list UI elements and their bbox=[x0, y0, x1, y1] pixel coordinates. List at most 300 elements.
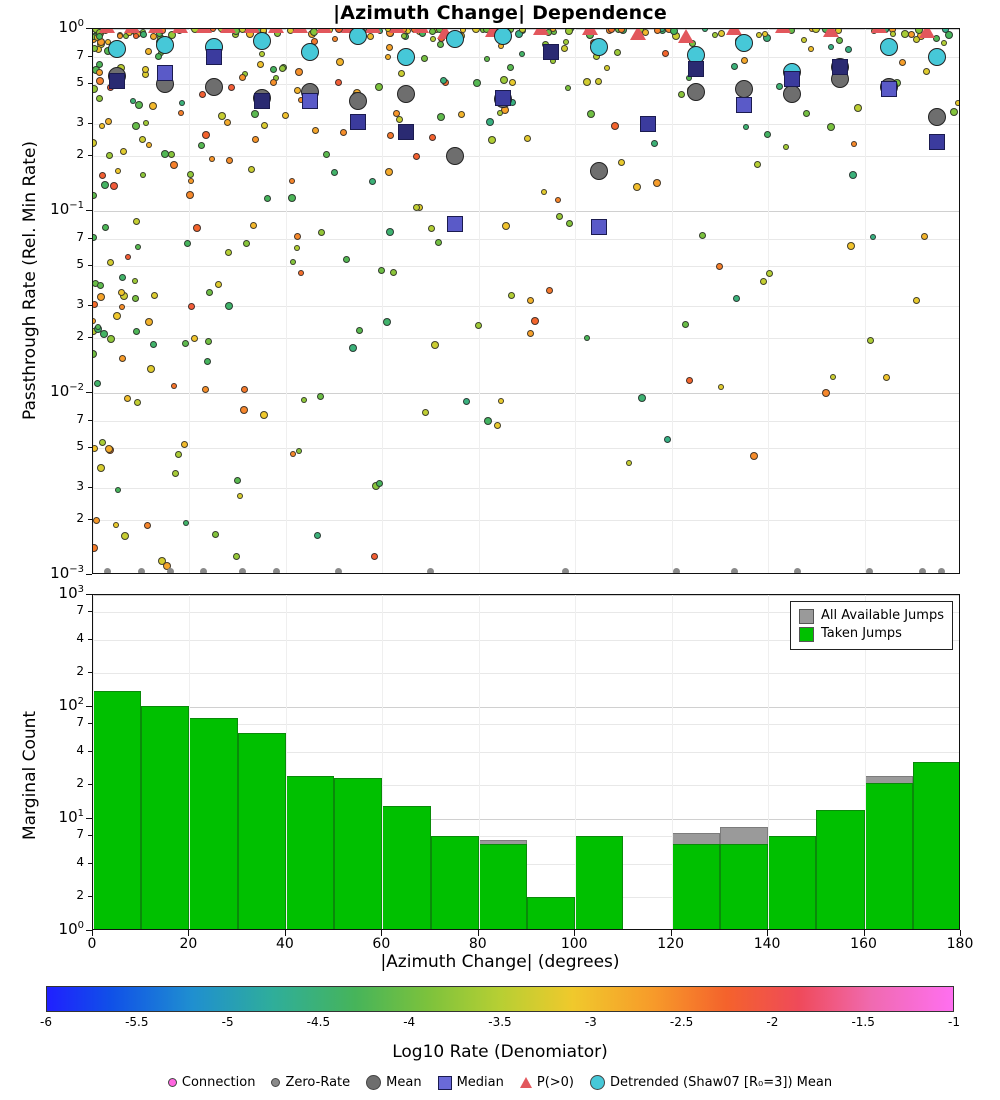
p-gt-zero-marker bbox=[630, 29, 646, 40]
connection-point bbox=[437, 113, 445, 121]
connection-point bbox=[502, 222, 510, 230]
connection-point bbox=[702, 29, 708, 32]
grid-line-minor bbox=[93, 421, 959, 422]
connection-point bbox=[955, 100, 959, 106]
median-marker bbox=[398, 124, 414, 140]
connection-point bbox=[145, 318, 153, 326]
connection-point bbox=[212, 531, 219, 538]
connection-point bbox=[237, 493, 243, 499]
y-tick-label-minor-top: 5 bbox=[76, 74, 84, 89]
grid-line-minor bbox=[93, 488, 959, 489]
connection-point bbox=[421, 55, 428, 62]
connection-point bbox=[93, 192, 97, 199]
x-tick-label: 160 bbox=[850, 936, 877, 952]
connection-point bbox=[294, 87, 301, 94]
y-tick-mark-minor-top bbox=[88, 155, 92, 156]
median-marker bbox=[302, 93, 318, 109]
connection-point bbox=[783, 144, 789, 150]
connection-point bbox=[524, 135, 531, 142]
y-tick-mark-minor-top bbox=[88, 447, 92, 448]
connection-point bbox=[133, 328, 140, 335]
connection-point bbox=[312, 127, 319, 134]
legend-item-taken-jumps bbox=[799, 625, 944, 643]
connection-point bbox=[356, 327, 363, 334]
connection-point bbox=[270, 79, 277, 86]
connection-point bbox=[803, 110, 810, 117]
zero-rate-marker bbox=[138, 568, 145, 573]
legend-marker-triangle bbox=[520, 1077, 532, 1088]
connection-point bbox=[633, 183, 641, 191]
connection-point bbox=[224, 119, 231, 126]
connection-point bbox=[240, 406, 248, 414]
connection-point bbox=[336, 58, 344, 66]
y-tick-label-minor-bottom: 2 bbox=[76, 776, 84, 791]
y-tick-mark-minor-top bbox=[88, 83, 92, 84]
connection-point bbox=[270, 66, 277, 73]
mean-marker bbox=[687, 83, 705, 101]
connection-point bbox=[225, 302, 233, 310]
colorbar-tick-label: -4 bbox=[403, 1015, 416, 1029]
bar-taken-jumps bbox=[93, 691, 141, 929]
connection-point bbox=[144, 522, 151, 529]
connection-point bbox=[565, 85, 571, 91]
connection-point bbox=[187, 171, 194, 178]
connection-point bbox=[260, 411, 268, 419]
y-tick-label-minor-top: 7 bbox=[76, 412, 84, 427]
legend-swatch-green bbox=[799, 627, 814, 642]
x-tick-label: 40 bbox=[275, 936, 294, 952]
connection-point bbox=[563, 39, 569, 45]
connection-point bbox=[115, 487, 121, 493]
p-gt-zero-marker bbox=[871, 29, 887, 33]
grid-line-minor bbox=[93, 673, 959, 674]
y-tick-label-minor-top: 5 bbox=[76, 438, 84, 453]
y-tick-label-bottom: $10^1$ bbox=[58, 808, 84, 826]
connection-point bbox=[143, 120, 149, 126]
mean-marker bbox=[349, 92, 367, 110]
connection-point bbox=[125, 254, 131, 260]
connection-point bbox=[294, 245, 300, 251]
connection-point bbox=[718, 384, 724, 390]
connection-point bbox=[259, 51, 265, 57]
zero-rate-marker bbox=[731, 568, 738, 573]
connection-point bbox=[179, 100, 185, 106]
y-tick-mark-minor-bottom bbox=[88, 784, 92, 785]
y-tick-mark-minor-top bbox=[88, 519, 92, 520]
connection-point bbox=[428, 225, 435, 232]
connection-point bbox=[899, 59, 906, 66]
connection-point bbox=[686, 377, 693, 384]
p-gt-zero-marker bbox=[413, 29, 429, 33]
grid-line-vertical bbox=[382, 595, 383, 929]
y-tick-label-minor-top: 7 bbox=[76, 230, 84, 245]
connection-point bbox=[202, 386, 209, 393]
y-tick-label-minor-top: 3 bbox=[76, 479, 84, 494]
grid-line-vertical bbox=[768, 29, 769, 573]
connection-point bbox=[110, 182, 118, 190]
connection-point bbox=[430, 36, 436, 42]
connection-point bbox=[556, 213, 563, 220]
p-gt-zero-marker bbox=[389, 29, 405, 33]
bar-taken-jumps bbox=[189, 718, 237, 929]
y-tick-mark-minor-bottom bbox=[88, 863, 92, 864]
connection-point bbox=[367, 33, 374, 40]
connection-point bbox=[626, 460, 632, 466]
grid-line-vertical bbox=[286, 595, 287, 929]
y-tick-mark-minor-top bbox=[88, 305, 92, 306]
y-tick-label-minor-bottom: 7 bbox=[76, 603, 84, 618]
connection-point bbox=[124, 395, 131, 402]
y-tick-label-minor-bottom: 7 bbox=[76, 715, 84, 730]
connection-point bbox=[830, 374, 836, 380]
connection-point bbox=[298, 270, 304, 276]
connection-point bbox=[654, 29, 661, 34]
connection-point bbox=[678, 91, 685, 98]
median-marker bbox=[206, 49, 222, 65]
p-gt-zero-marker bbox=[196, 29, 212, 33]
connection-point bbox=[733, 295, 740, 302]
connection-point bbox=[343, 256, 350, 263]
connection-point bbox=[193, 224, 201, 232]
connection-point bbox=[475, 322, 482, 329]
bar-taken-jumps bbox=[286, 776, 334, 929]
connection-point bbox=[171, 383, 177, 389]
connection-point bbox=[531, 317, 539, 325]
connection-point bbox=[140, 172, 146, 178]
median-marker bbox=[543, 44, 559, 60]
connection-point bbox=[170, 161, 178, 169]
mean-marker bbox=[783, 85, 801, 103]
x-tick-mark bbox=[671, 930, 672, 936]
bar-taken-jumps bbox=[816, 810, 864, 929]
connection-point bbox=[248, 166, 255, 173]
connection-point bbox=[651, 140, 658, 147]
connection-point bbox=[120, 148, 127, 155]
grid-line-vertical bbox=[865, 29, 866, 573]
connection-point bbox=[314, 532, 321, 539]
connection-point bbox=[93, 544, 98, 552]
x-tick-mark bbox=[92, 930, 93, 936]
connection-point bbox=[608, 29, 615, 33]
median-marker bbox=[109, 73, 125, 89]
mean-marker bbox=[397, 85, 415, 103]
connection-point bbox=[870, 234, 876, 240]
connection-point bbox=[93, 318, 96, 324]
connection-point bbox=[847, 242, 855, 250]
connection-point bbox=[587, 110, 595, 118]
grid-line-major bbox=[93, 211, 959, 212]
y-tick-mark-bottom bbox=[86, 706, 92, 707]
colorbar-title: Log10 Rate (Denomiator) bbox=[392, 1042, 608, 1062]
connection-point bbox=[923, 68, 930, 75]
connection-point bbox=[133, 33, 139, 39]
connection-point bbox=[93, 350, 97, 358]
median-marker bbox=[929, 134, 945, 150]
x-tick-mark bbox=[478, 930, 479, 936]
grid-line-vertical bbox=[672, 29, 673, 573]
legend-item-detrended-shaw07-r-3-mean bbox=[590, 1075, 832, 1090]
bar-taken-jumps bbox=[720, 844, 768, 929]
y-tick-mark-minor-bottom bbox=[88, 723, 92, 724]
zero-rate-marker bbox=[167, 568, 174, 573]
colorbar-tick-label: -3.5 bbox=[488, 1015, 512, 1029]
legend-marker-dot-large bbox=[366, 1075, 381, 1090]
connection-point bbox=[440, 77, 447, 84]
grid-line-vertical bbox=[768, 595, 769, 929]
bar-taken-jumps bbox=[382, 806, 430, 929]
detrended-mean-marker bbox=[108, 40, 126, 58]
connection-point bbox=[121, 532, 129, 540]
y-tick-mark-minor-top bbox=[88, 238, 92, 239]
connection-point bbox=[760, 278, 767, 285]
grid-line-vertical bbox=[575, 29, 576, 573]
grid-line-minor bbox=[93, 156, 959, 157]
connection-point bbox=[172, 470, 179, 477]
p-gt-zero-marker bbox=[292, 29, 308, 33]
connection-point bbox=[107, 335, 115, 343]
grid-line-minor bbox=[93, 520, 959, 521]
connection-point bbox=[150, 341, 157, 348]
connection-point bbox=[484, 417, 492, 425]
connection-point bbox=[618, 159, 625, 166]
y-tick-mark-minor-bottom bbox=[88, 751, 92, 752]
y-tick-mark-top bbox=[86, 574, 92, 575]
y-tick-label-minor-top: 7 bbox=[76, 48, 84, 63]
legend-marker-square bbox=[438, 1076, 452, 1090]
page-title: |Azimuth Change| Dependence bbox=[333, 2, 667, 24]
connection-point bbox=[135, 244, 141, 250]
bar-taken-jumps bbox=[913, 762, 959, 929]
connection-point bbox=[205, 338, 212, 345]
x-tick-mark bbox=[767, 930, 768, 936]
y-tick-mark-minor-top bbox=[88, 56, 92, 57]
y-tick-label-minor-top: 2 bbox=[76, 511, 84, 526]
connection-point bbox=[913, 297, 920, 304]
connection-point bbox=[225, 249, 232, 256]
connection-point bbox=[132, 278, 138, 284]
connection-point bbox=[332, 36, 338, 42]
x-tick-label: 80 bbox=[468, 936, 487, 952]
connection-point bbox=[233, 553, 240, 560]
x-tick-mark bbox=[381, 930, 382, 936]
connection-point bbox=[318, 229, 325, 236]
y-tick-mark-minor-top bbox=[88, 487, 92, 488]
bar-taken-jumps bbox=[768, 836, 816, 929]
connection-point bbox=[398, 70, 405, 77]
y-tick-mark-bottom bbox=[86, 594, 92, 595]
legend-label-all-available-jumps: All Available Jumps bbox=[821, 608, 944, 623]
grid-line-minor bbox=[93, 266, 959, 267]
connection-point bbox=[766, 270, 773, 277]
legend-item-mean bbox=[366, 1075, 421, 1090]
connection-point bbox=[139, 136, 146, 143]
connection-point bbox=[565, 29, 573, 35]
connection-point bbox=[107, 259, 114, 266]
colorbar-tick-label: -4.5 bbox=[306, 1015, 331, 1029]
p-gt-zero-marker bbox=[582, 29, 598, 35]
y-tick-label-minor-top: 2 bbox=[76, 329, 84, 344]
connection-point bbox=[140, 31, 147, 38]
detrended-mean-marker bbox=[253, 32, 271, 50]
detrended-mean-marker bbox=[590, 38, 608, 56]
median-marker bbox=[254, 93, 270, 109]
y-tick-mark-minor-bottom bbox=[88, 611, 92, 612]
x-tick-label: 0 bbox=[87, 936, 97, 952]
colorbar-tick-label: -6 bbox=[40, 1015, 52, 1029]
mean-marker bbox=[735, 80, 753, 98]
bar-taken-jumps bbox=[238, 733, 286, 929]
legend-marker-dot-large bbox=[590, 1075, 605, 1090]
p-gt-zero-marker bbox=[268, 29, 284, 33]
legend-label: Median bbox=[456, 1075, 504, 1090]
p-gt-zero-marker bbox=[220, 29, 236, 33]
grid-line-vertical bbox=[672, 595, 673, 929]
connection-point bbox=[178, 110, 184, 116]
connection-point bbox=[93, 301, 98, 308]
connection-point bbox=[290, 451, 296, 457]
connection-point bbox=[682, 321, 689, 328]
connection-point bbox=[664, 436, 671, 443]
connection-point bbox=[762, 31, 768, 37]
p-gt-zero-marker bbox=[919, 29, 935, 38]
legend-item-p-0 bbox=[520, 1075, 574, 1090]
connection-point bbox=[473, 79, 481, 87]
connection-point bbox=[99, 439, 106, 446]
connection-point bbox=[413, 204, 420, 211]
connection-point bbox=[168, 151, 175, 158]
connection-point bbox=[93, 445, 98, 452]
connection-point bbox=[119, 304, 125, 310]
connection-point bbox=[102, 224, 109, 231]
grid-line-minor bbox=[93, 306, 959, 307]
connection-point bbox=[296, 448, 302, 454]
connection-point bbox=[527, 330, 534, 337]
bar-taken-jumps bbox=[334, 778, 382, 929]
y-tick-mark-bottom bbox=[86, 818, 92, 819]
connection-point bbox=[541, 189, 547, 195]
p-gt-zero-marker bbox=[678, 29, 694, 43]
legend-label: Connection bbox=[181, 1075, 256, 1090]
connection-point bbox=[595, 78, 602, 85]
median-marker bbox=[495, 90, 511, 106]
connection-point bbox=[386, 228, 394, 236]
connection-point bbox=[133, 218, 140, 225]
connection-point bbox=[252, 136, 259, 143]
grid-line-minor bbox=[93, 84, 959, 85]
connection-point bbox=[584, 335, 590, 341]
connection-point bbox=[851, 141, 857, 147]
connection-point bbox=[186, 191, 194, 199]
p-gt-zero-marker bbox=[124, 29, 140, 33]
connection-point bbox=[378, 267, 385, 274]
y-tick-mark-top bbox=[86, 210, 92, 211]
colorbar-tick-label: -2 bbox=[766, 1015, 779, 1029]
grid-line-vertical bbox=[189, 29, 190, 573]
zero-rate-marker bbox=[335, 568, 342, 573]
grid-line-minor bbox=[93, 338, 959, 339]
connection-point bbox=[614, 49, 621, 56]
connection-point bbox=[251, 110, 259, 118]
connection-point bbox=[822, 389, 830, 397]
connection-point bbox=[754, 161, 761, 168]
zero-rate-marker bbox=[200, 568, 207, 573]
connection-point bbox=[113, 312, 121, 320]
zero-rate-marker bbox=[919, 568, 926, 573]
detrended-mean-marker bbox=[397, 48, 415, 66]
connection-point bbox=[716, 263, 723, 270]
y-tick-mark-top bbox=[86, 28, 92, 29]
connection-point bbox=[712, 32, 718, 38]
bar-taken-jumps bbox=[575, 836, 623, 929]
y-tick-mark-minor-top bbox=[88, 123, 92, 124]
x-tick-mark bbox=[285, 930, 286, 936]
y-tick-label-minor-top: 5 bbox=[76, 256, 84, 271]
legend-swatch-grey bbox=[799, 609, 814, 624]
detrended-mean-marker bbox=[880, 38, 898, 56]
mean-marker bbox=[446, 147, 464, 165]
colorbar bbox=[46, 986, 954, 1012]
connection-point bbox=[731, 63, 738, 70]
zero-rate-marker bbox=[673, 568, 680, 573]
median-marker bbox=[157, 65, 173, 81]
colorbar-tick-label: -1 bbox=[948, 1015, 960, 1029]
connection-point bbox=[135, 101, 143, 109]
connection-point bbox=[371, 553, 378, 560]
bottom-y-axis-title: Marginal Count bbox=[20, 710, 40, 840]
y-tick-label-minor-top: 3 bbox=[76, 297, 84, 312]
connection-point bbox=[239, 74, 246, 81]
connection-point bbox=[883, 374, 890, 381]
p-gt-zero-marker bbox=[365, 29, 381, 33]
median-marker bbox=[881, 81, 897, 97]
y-tick-label-bottom: $10^0$ bbox=[58, 920, 84, 938]
p-gt-zero-marker bbox=[775, 29, 791, 33]
detrended-mean-marker bbox=[928, 48, 946, 66]
y-tick-mark-minor-top bbox=[88, 337, 92, 338]
median-marker bbox=[350, 114, 366, 130]
y-tick-label-minor-bottom: 7 bbox=[76, 827, 84, 842]
connection-point bbox=[890, 31, 896, 37]
bar-taken-jumps bbox=[865, 783, 913, 929]
connection-point bbox=[250, 222, 257, 229]
colorbar-tick-label: -3 bbox=[584, 1015, 597, 1029]
connection-point bbox=[422, 409, 429, 416]
grid-line-vertical bbox=[286, 29, 287, 573]
grid-line-vertical bbox=[93, 595, 94, 929]
grid-line-vertical bbox=[479, 29, 480, 573]
grid-line-minor bbox=[93, 448, 959, 449]
y-tick-label-minor-bottom: 4 bbox=[76, 742, 84, 757]
connection-point bbox=[854, 104, 862, 112]
connection-point bbox=[226, 157, 233, 164]
y-tick-label-top: $10^0$ bbox=[58, 18, 84, 36]
histogram-legend bbox=[790, 601, 953, 650]
connection-point bbox=[561, 45, 568, 52]
colorbar-tick-label: -2.5 bbox=[669, 1015, 694, 1029]
connection-point bbox=[808, 46, 814, 52]
connection-point bbox=[184, 240, 191, 247]
connection-point bbox=[96, 33, 103, 40]
connection-point bbox=[801, 37, 807, 43]
legend-label: P(>0) bbox=[536, 1075, 575, 1090]
x-tick-label: 20 bbox=[179, 936, 198, 952]
y-tick-label-minor-bottom: 4 bbox=[76, 630, 84, 645]
connection-point bbox=[93, 517, 100, 524]
connection-point bbox=[393, 110, 400, 117]
zero-rate-marker bbox=[273, 568, 280, 573]
detrended-mean-marker bbox=[446, 30, 464, 48]
y-tick-label-bottom: $10^2$ bbox=[58, 696, 84, 714]
